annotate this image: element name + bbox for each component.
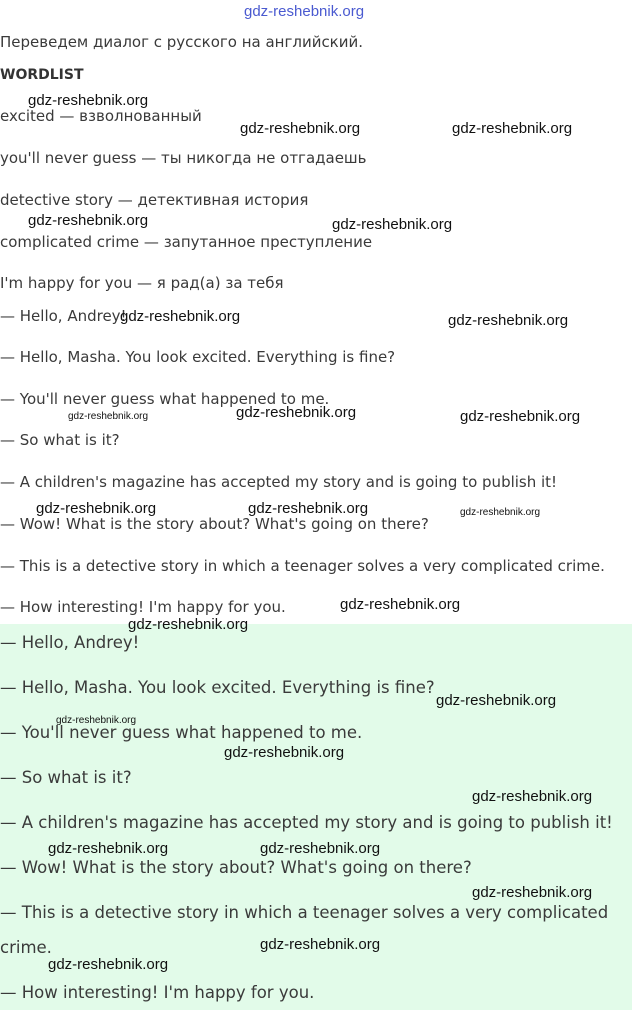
watermark: gdz-reshebnik.org — [260, 840, 381, 857]
wordlist-item: excited — взволнованный — [0, 107, 202, 125]
dialogue-line: — You'll never guess what happened to me. — [0, 390, 330, 408]
answer-line: crime. — [0, 938, 52, 957]
watermark: gdz-reshebnik.org — [36, 500, 157, 517]
wordlist-heading: WORDLIST — [0, 67, 84, 83]
dialogue-line: — So what is it? — [0, 431, 120, 449]
watermark: gdz-reshebnik.org — [460, 408, 581, 425]
watermark: gdz-reshebnik.org — [452, 120, 573, 137]
watermark: gdz-reshebnik.org — [48, 840, 169, 857]
dialogue-line: — Hello, Masha. You look excited. Everything is fine? — [0, 348, 396, 366]
answer-line: — So what is it? — [0, 768, 132, 787]
watermark: gdz-reshebnik.org — [48, 956, 169, 973]
watermark: gdz-reshebnik.org — [472, 788, 593, 805]
wordlist-item: detective story — детективная история — [0, 191, 309, 209]
watermark: gdz-reshebnik.org — [120, 308, 241, 325]
watermark: gdz-reshebnik.org — [68, 411, 149, 422]
answer-line: — This is a detective story in which a teenager solves a very complicated — [0, 903, 609, 922]
watermark: gdz-reshebnik.org — [28, 212, 149, 229]
watermark: gdz-reshebnik.org — [332, 216, 453, 233]
watermark: gdz-reshebnik.org — [472, 884, 593, 901]
watermark: gdz-reshebnik.org — [240, 120, 361, 137]
dialogue-line: — This is a detective story in which a teenager solves a very complicated crime. — [0, 557, 605, 575]
watermark: gdz-reshebnik.org — [436, 692, 557, 709]
answer-line: — Wow! What is the story about? What's going on there? — [0, 858, 472, 877]
watermark: gdz-reshebnik.org — [224, 744, 345, 761]
answer-line: — Hello, Andrey! — [0, 633, 140, 652]
dialogue-line: — Hello, Andrey! — [0, 307, 127, 325]
watermark: gdz-reshebnik.org — [340, 596, 461, 613]
watermark: gdz-reshebnik.org — [28, 92, 149, 109]
dialogue-line: — A children's magazine has accepted my story and is going to publish it! — [0, 473, 558, 491]
watermark: gdz-reshebnik.org — [56, 715, 137, 726]
watermark: gdz-reshebnik.org — [128, 616, 249, 633]
wordlist-item: I'm happy for you — я рад(а) за тебя — [0, 274, 284, 292]
wordlist-item: you'll never guess — ты никогда не отгадаешь — [0, 149, 367, 167]
watermark: gdz-reshebnik.org — [460, 507, 541, 518]
answer-line: — How interesting! I'm happy for you. — [0, 983, 315, 1002]
watermark: gdz-reshebnik.org — [260, 936, 381, 953]
watermark: gdz-reshebnik.org — [236, 404, 357, 421]
wordlist-item: complicated crime — запутанное преступление — [0, 233, 373, 251]
instruction-text: Переведем диалог с русского на английский. — [0, 33, 364, 51]
watermark-top: gdz-reshebnik.org — [244, 3, 365, 20]
dialogue-line: — Wow! What is the story about? What's going on there? — [0, 515, 429, 533]
watermark: gdz-reshebnik.org — [448, 312, 569, 329]
dialogue-line: — How interesting! I'm happy for you. — [0, 598, 286, 616]
answer-line: — Hello, Masha. You look excited. Everything is fine? — [0, 678, 435, 697]
answer-line: — A children's magazine has accepted my story and is going to publish it! — [0, 813, 613, 832]
watermark: gdz-reshebnik.org — [248, 500, 369, 517]
answer-line: — You'll never guess what happened to me. — [0, 723, 363, 742]
